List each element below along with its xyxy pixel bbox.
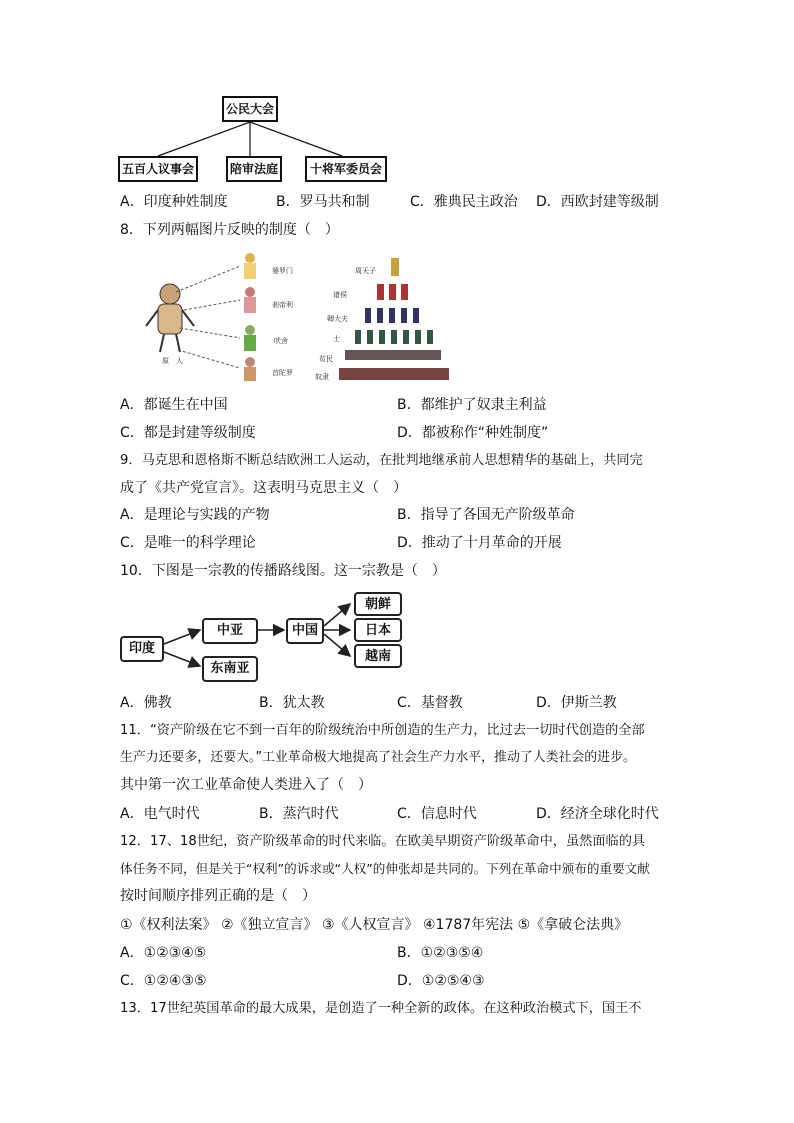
q9-option-a[interactable]: A．是理论与实践的产物 bbox=[120, 507, 270, 523]
route-node-japan: 日本 bbox=[354, 618, 402, 642]
primal-man-figure bbox=[146, 284, 194, 352]
q12-option-b[interactable]: B．①②③⑤④ bbox=[397, 945, 484, 961]
label-vaishya: 吠舍 bbox=[274, 337, 288, 345]
q10-option-d[interactable]: D．伊斯兰教 bbox=[536, 695, 617, 711]
q7-option-a[interactable]: A．印度种姓制度 bbox=[120, 194, 228, 210]
label-vassals: 诸侯 bbox=[333, 291, 347, 299]
q9-option-b[interactable]: B．指导了各国无产阶级革命 bbox=[397, 507, 575, 523]
q7-option-b[interactable]: B．罗马共和制 bbox=[276, 194, 370, 210]
q12-option-d[interactable]: D．①②⑤④③ bbox=[397, 973, 485, 989]
q9-stem-line1: 9．马克思和恩格斯不断总结欧洲工人运动，在批判地继承前人思想精华的基础上，共同完 bbox=[120, 453, 643, 468]
q8-option-c[interactable]: C．都是封建等级制度 bbox=[120, 425, 256, 441]
route-node-vietnam: 越南 bbox=[354, 644, 402, 668]
label-primal-man: 原 人 bbox=[162, 357, 183, 365]
route-node-southeast-asia: 东南亚 bbox=[202, 656, 258, 682]
q12-stem-line3: 按时间顺序排列正确的是（ ） bbox=[120, 888, 316, 904]
q8-option-a[interactable]: A．都诞生在中国 bbox=[120, 397, 228, 413]
q9-option-d[interactable]: D．推动了十月革命的开展 bbox=[397, 535, 562, 551]
q11-option-b[interactable]: B．蒸汽时代 bbox=[259, 806, 339, 822]
religion-route-diagram bbox=[118, 588, 408, 684]
zhou-hierarchy-illustration bbox=[315, 254, 455, 386]
q11-option-c[interactable]: C．信息时代 bbox=[397, 806, 477, 822]
label-scholars: 士 bbox=[333, 335, 340, 343]
route-node-china: 中国 bbox=[286, 618, 324, 644]
q10-stem: 10．下图是一宗教的传播路线图。这一宗教是（ ） bbox=[120, 563, 446, 579]
q12-stem-line2: 体任务不同，但是关于“权利”的诉求或“人权”的伸张却是共同的。下列在革命中颁布的重要文献 bbox=[120, 861, 650, 876]
q8-option-b[interactable]: B．都维护了奴隶主利益 bbox=[397, 397, 547, 413]
q11-option-a[interactable]: A．电气时代 bbox=[120, 806, 200, 822]
q12-option-c[interactable]: C．①②④③⑤ bbox=[120, 973, 207, 989]
route-node-india: 印度 bbox=[120, 636, 164, 662]
q12-stem-line1: 12．17、18世纪，资产阶级革命的时代来临。在欧美早期资产阶级革命中，虽然面临的具 bbox=[120, 834, 646, 849]
label-brahmin: 婆罗门 bbox=[272, 267, 293, 275]
diagram-right-box: 十将军委员会 bbox=[305, 156, 387, 182]
route-node-korea: 朝鲜 bbox=[354, 592, 402, 616]
q13-stem-line1: 13．17世纪英国革命的最大成果，是创造了一种全新的政体。在这种政治模式下，国王不 bbox=[120, 1001, 642, 1016]
label-kshatriya: 刹帝利 bbox=[272, 301, 293, 309]
diagram-top-box: 公民大会 bbox=[222, 96, 278, 122]
q12-document-list: ①《权利法案》 ②《独立宣言》 ③《人权宣言》 ④1787年宪法 ⑤《拿破仑法典》 bbox=[120, 917, 629, 933]
q8-option-d[interactable]: D．都被称作“种姓制度” bbox=[397, 425, 549, 441]
q7-option-c[interactable]: C．雅典民主政治 bbox=[410, 194, 518, 210]
diagram-connectors bbox=[110, 120, 410, 160]
q10-option-a[interactable]: A．佛教 bbox=[120, 695, 172, 711]
q8-stem: 8．下列两幅图片反映的制度（ ） bbox=[120, 222, 339, 238]
q9-option-c[interactable]: C．是唯一的科学理论 bbox=[120, 535, 256, 551]
q12-option-a[interactable]: A．①②③④⑤ bbox=[120, 945, 207, 961]
hierarchy-pyramid bbox=[339, 258, 449, 380]
q11-stem-line3: 其中第一次工业革命使人类进入了（ ） bbox=[120, 777, 372, 793]
label-son-of-heaven: 周天子 bbox=[355, 267, 376, 275]
route-node-central-asia: 中亚 bbox=[202, 618, 258, 644]
q11-option-d[interactable]: D．经济全球化时代 bbox=[536, 806, 659, 822]
q11-stem-line1: 11．“资产阶级在它不到一百年的阶级统治中所创造的生产力，比过去一切时代创造的全部 bbox=[120, 723, 645, 738]
q7-option-d[interactable]: D．西欧封建等级制 bbox=[536, 194, 659, 210]
label-commoners: 贫民 bbox=[319, 355, 333, 363]
label-ministers: 卿大夫 bbox=[327, 315, 348, 323]
diagram-left-box: 五百人议事会 bbox=[118, 156, 198, 182]
label-slaves: 奴隶 bbox=[315, 373, 329, 381]
q10-option-c[interactable]: C．基督教 bbox=[397, 695, 463, 711]
q9-stem-line2: 成了《共产党宣言》。这表明马克思主义（ ） bbox=[120, 480, 407, 496]
caste-illustration bbox=[140, 248, 310, 384]
q10-option-b[interactable]: B．犹太教 bbox=[259, 695, 325, 711]
q11-stem-line2: 生产力还要多，还要大。”工业革命极大地提高了社会生产力水平，推动了人类社会的进步。 bbox=[120, 750, 636, 765]
label-shudra: 首陀罗 bbox=[272, 369, 293, 377]
diagram-middle-box: 陪审法庭 bbox=[226, 156, 282, 182]
